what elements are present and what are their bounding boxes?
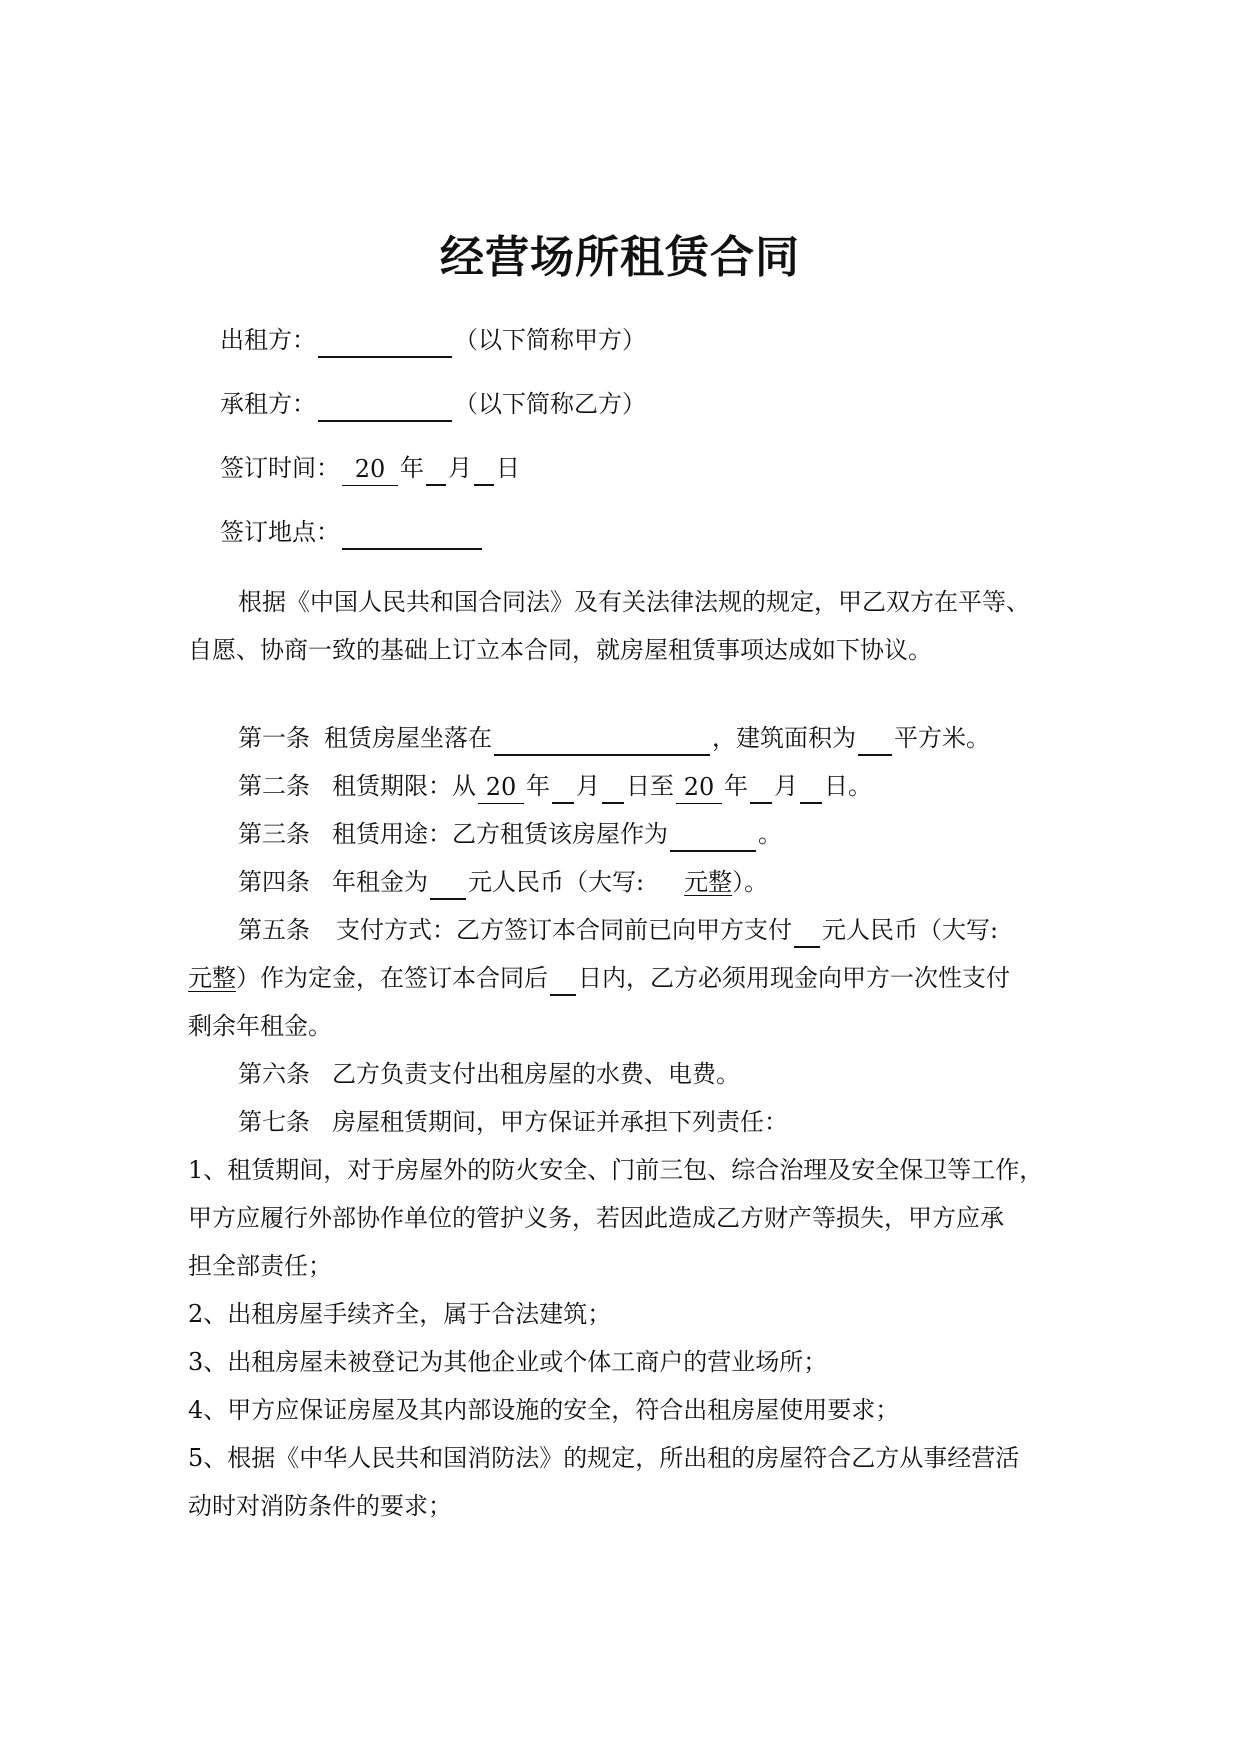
lessee-label: 承租方：	[220, 390, 316, 418]
article-2	[238, 768, 1118, 804]
article-5-text-e: 日内，乙方必须用现金向甲方一次性支付	[578, 964, 1010, 992]
article-7-text: 房屋租赁期间，甲方保证并承担下列责任：	[332, 1108, 788, 1136]
article-1-number: 第一条	[238, 724, 310, 752]
article-4-number: 第四条	[238, 868, 310, 896]
article-3-text-a: 租赁用途：乙方租赁该房屋作为	[332, 820, 668, 848]
article-5-number: 第五条	[238, 916, 310, 944]
article-4	[238, 864, 1118, 900]
duty-4: 4、甲方应保证房屋及其内部设施的安全，符合出租房屋使用要求；	[188, 1396, 900, 1424]
lease-start-year-blank[interactable]: 20	[478, 771, 524, 804]
article-4-text-c: 元整	[684, 868, 733, 896]
article-2-day-to: 日至	[626, 772, 674, 800]
article-5-line-2	[188, 960, 1068, 996]
lessee-blank[interactable]	[318, 390, 452, 422]
lease-start-month-blank[interactable]	[552, 772, 574, 804]
article-2-text-a: 租赁期限：从	[332, 772, 476, 800]
article-1-text-c: 平方米。	[894, 724, 990, 752]
article-2-year-2: 年	[724, 772, 748, 800]
article-4-text-a: 年租金为	[332, 868, 428, 896]
lessor-label: 出租方：	[220, 326, 316, 354]
duty-2: 2、出租房屋手续齐全，属于合法建筑；	[188, 1300, 612, 1328]
sign-day-label: 日	[496, 454, 520, 482]
sign-year-label: 年	[400, 454, 424, 482]
sign-month-blank[interactable]	[426, 454, 446, 486]
article-2-month-2: 月	[774, 772, 798, 800]
property-location-blank[interactable]	[494, 724, 710, 756]
lessor-suffix: （以下简称甲方）	[454, 326, 646, 354]
article-3	[238, 816, 1118, 852]
sign-year-blank[interactable]: 20	[342, 453, 398, 486]
floor-area-blank[interactable]	[858, 724, 892, 756]
article-2-month: 月	[576, 772, 600, 800]
article-5-line-1	[238, 912, 1118, 948]
article-5-text-b: 元人民币（大写:	[822, 916, 999, 944]
sign-month-label: 月	[448, 454, 472, 482]
lease-end-day-blank[interactable]	[800, 772, 822, 804]
article-5-text-d: ）作为定金，在签订本合同后	[236, 964, 548, 992]
article-3-number: 第三条	[238, 820, 310, 848]
annual-rent-blank[interactable]	[430, 868, 466, 900]
duty-5-line-1: 5、根据《中华人民共和国消防法》的规定，所出租的房屋符合乙方从事经营活	[188, 1444, 1020, 1472]
sign-time-line	[220, 450, 1100, 486]
article-5-text-a: 支付方式：乙方签订本合同前已向甲方支付	[336, 916, 792, 944]
sign-time-label: 签订时间：	[220, 454, 340, 482]
lessor-blank[interactable]	[318, 326, 452, 358]
article-2-year: 年	[526, 772, 550, 800]
duty-1-line-3: 担全部责任；	[188, 1252, 332, 1280]
article-5-line-3: 剩余年租金。	[188, 1012, 332, 1040]
sign-place-blank[interactable]	[342, 518, 482, 550]
lease-start-day-blank[interactable]	[602, 772, 624, 804]
article-6-text: 乙方负责支付出租房屋的水费、电费。	[332, 1060, 740, 1088]
sign-place-label: 签订地点：	[220, 518, 340, 546]
lessee-line	[220, 386, 1100, 422]
lease-end-month-blank[interactable]	[750, 772, 772, 804]
preamble-line-2: 自愿、协商一致的基础上订立本合同，就房屋租赁事项达成如下协议。	[188, 636, 932, 664]
duty-1-line-1: 1、租赁期间，对于房屋外的防火安全、门前三包、综合治理及安全保卫等工作，	[188, 1156, 1044, 1184]
article-7	[238, 1104, 1118, 1140]
article-1-text-b: ，建筑面积为	[712, 724, 856, 752]
document-title: 经营场所租赁合同	[440, 232, 800, 283]
lease-purpose-blank[interactable]	[670, 820, 756, 852]
article-7-number: 第七条	[238, 1108, 310, 1136]
article-3-text-b: 。	[758, 820, 782, 848]
sign-place-line	[220, 514, 1100, 550]
article-2-number: 第二条	[238, 772, 310, 800]
preamble-line-1: 根据《中国人民共和国合同法》及有关法律法规的规定，甲乙双方在平等、	[238, 588, 1030, 616]
deposit-amount-blank[interactable]	[794, 916, 820, 948]
article-1-text-a: 租赁房屋坐落在	[324, 724, 492, 752]
duty-5-line-2: 动时对消防条件的要求；	[188, 1492, 452, 1520]
annual-rent-words-field[interactable]	[644, 868, 732, 896]
duty-3: 3、出租房屋未被登记为其他企业或个体工商户的营业场所；	[188, 1348, 828, 1376]
article-4-text-b: 元人民币（大写:	[468, 868, 645, 896]
article-6	[238, 1056, 1118, 1092]
deposit-words-field[interactable]	[188, 964, 236, 992]
lessee-suffix: （以下简称乙方）	[454, 390, 646, 418]
article-1	[238, 720, 1118, 756]
payment-days-blank[interactable]	[550, 964, 576, 996]
article-6-number: 第六条	[238, 1060, 310, 1088]
sign-day-blank[interactable]	[474, 454, 494, 486]
duty-1-line-2: 甲方应履行外部协作单位的管护义务，若因此造成乙方财产等损失，甲方应承	[188, 1204, 1004, 1232]
article-4-text-d: ）。	[732, 868, 769, 896]
lessor-line	[220, 322, 1100, 358]
lease-end-year-blank[interactable]: 20	[676, 771, 722, 804]
article-2-day-end: 日。	[824, 772, 872, 800]
article-5-text-c: 元整	[188, 964, 236, 992]
